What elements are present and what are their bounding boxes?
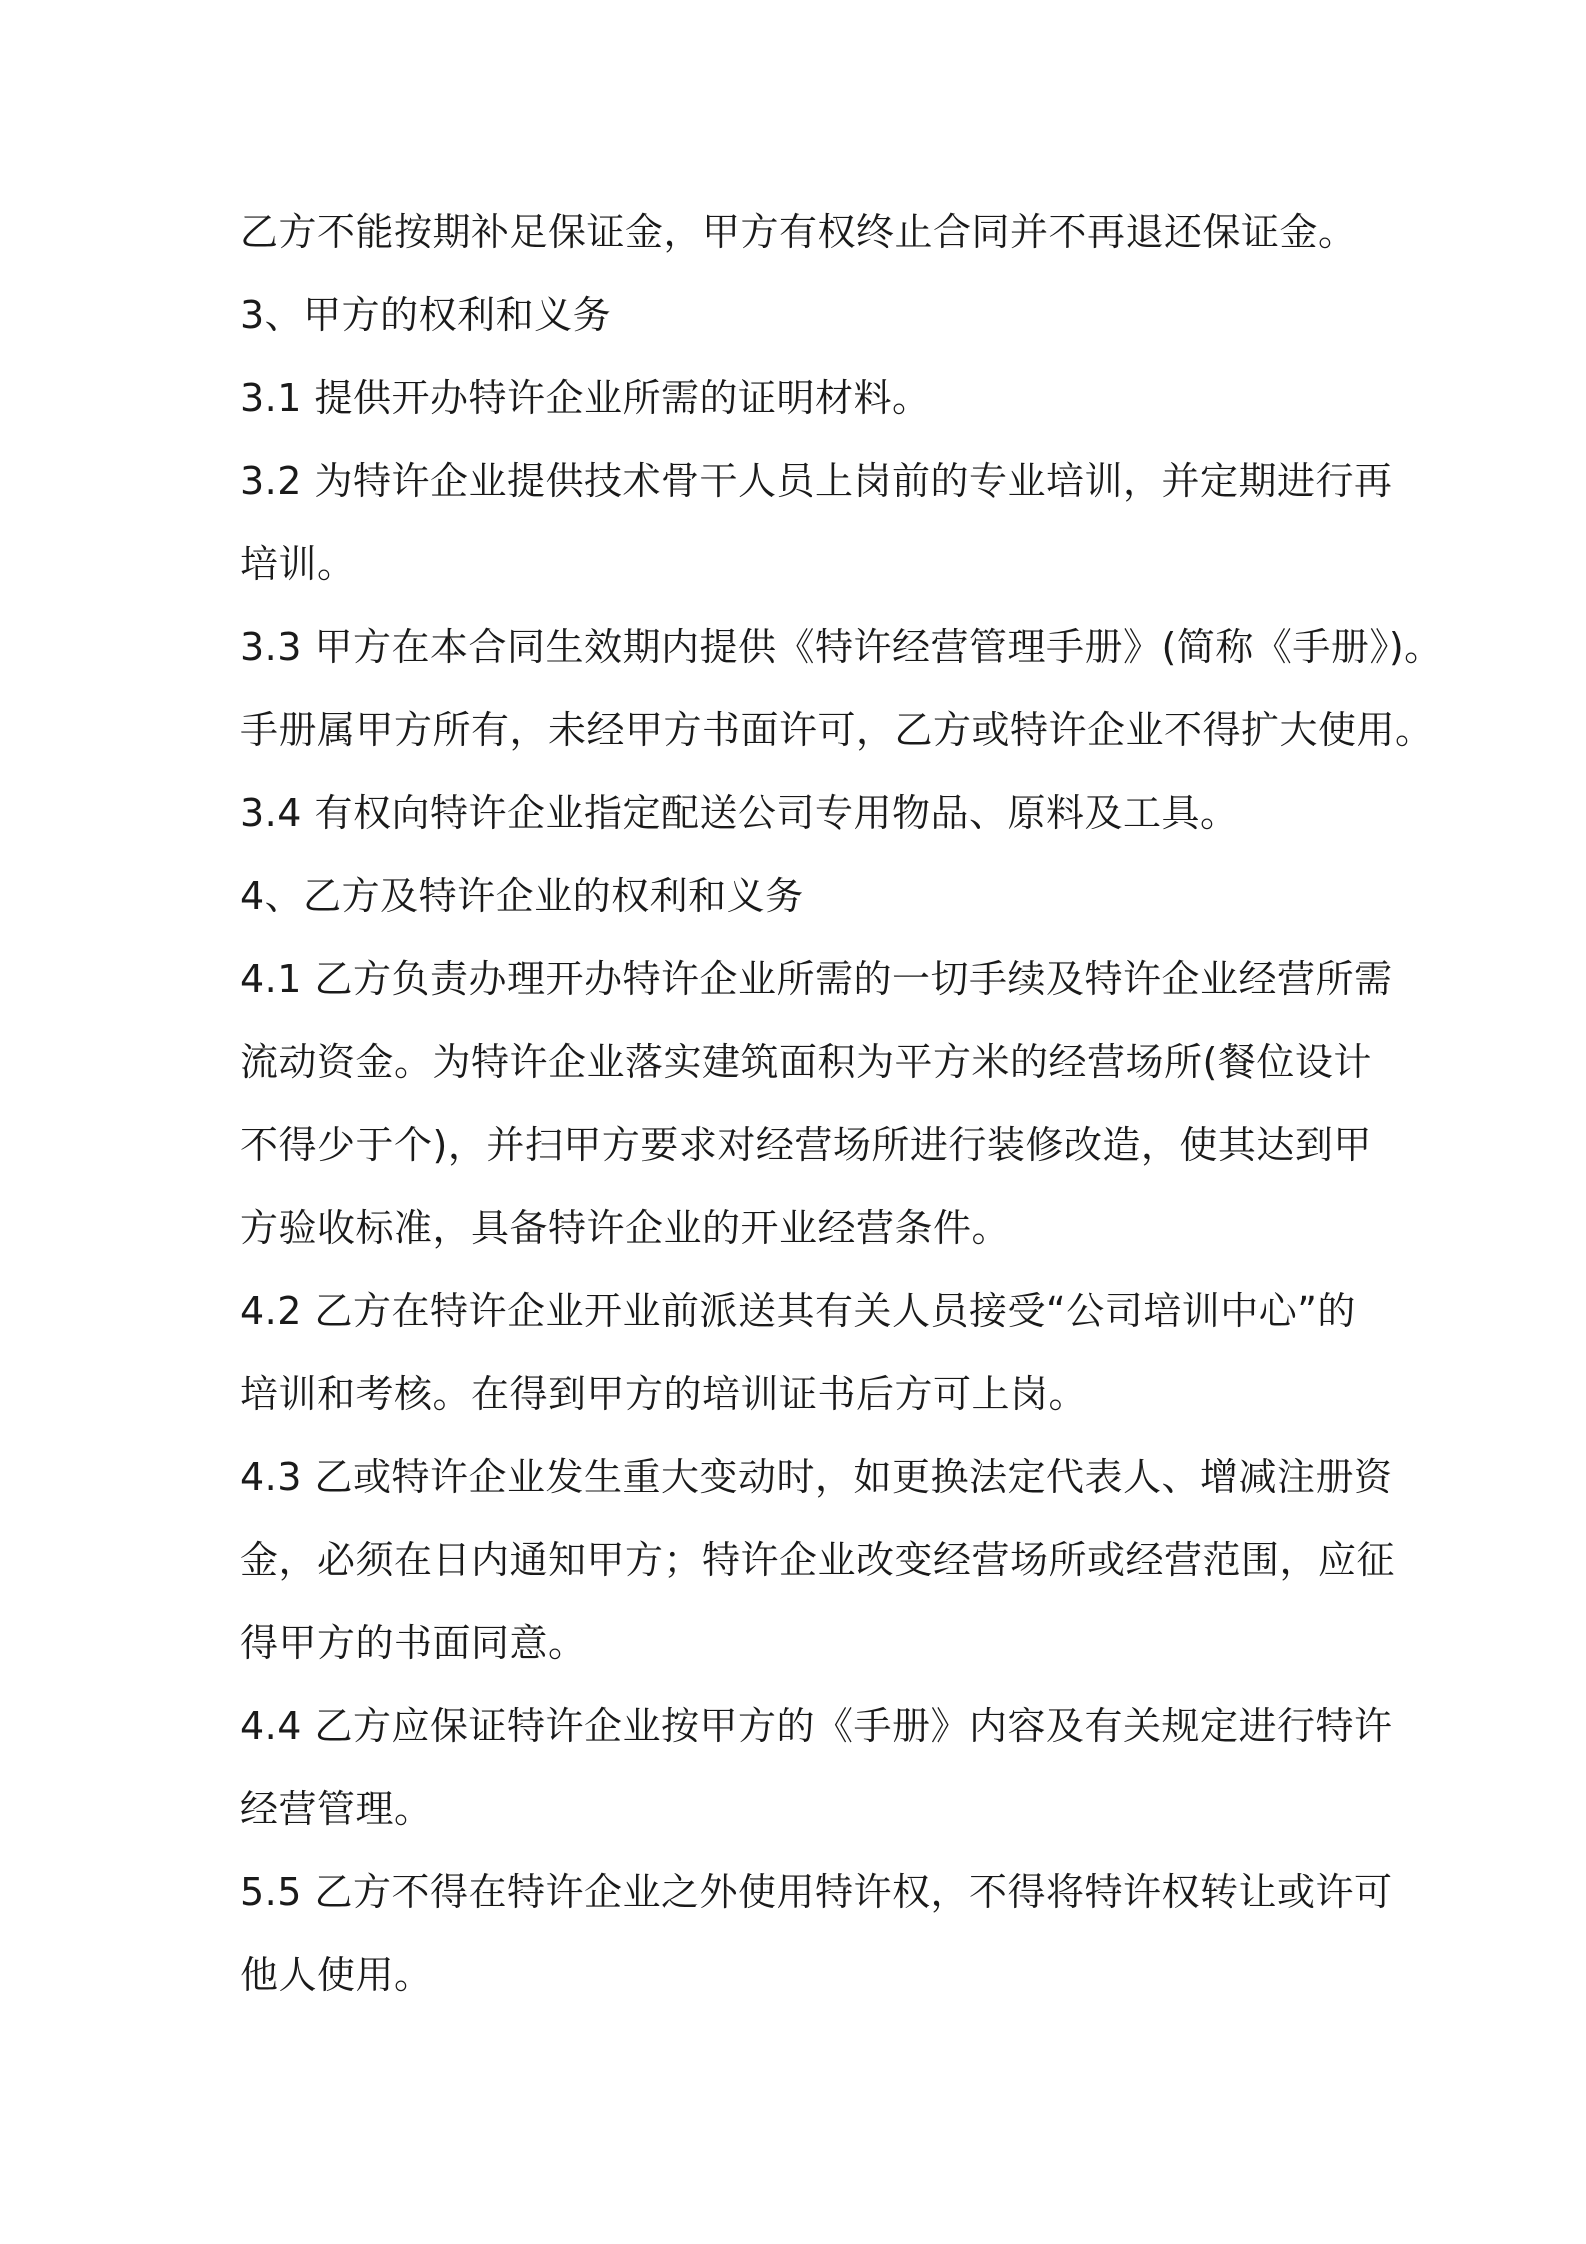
section-heading: 4、乙方及特许企业的权利和义务	[240, 874, 804, 918]
section-heading: 3、甲方的权利和义务	[240, 293, 612, 337]
text-line: 培训。	[240, 542, 356, 586]
text-line: 3.3 甲方在本合同生效期内提供《特许经营管理手册》(简称《手册》)。	[240, 625, 1443, 669]
text-line: 3.4 有权向特许企业指定配送公司专用物品、原料及工具。	[240, 791, 1239, 835]
text-line: 3.2 为特许企业提供技术骨干人员上岗前的专业培训，并定期进行再	[240, 459, 1393, 503]
text-line: 方验收标准，具备特许企业的开业经营条件。	[240, 1206, 1011, 1250]
text-line: 4.3 乙或特许企业发生重大变动时，如更换法定代表人、增减注册资	[240, 1455, 1393, 1499]
text-line: 4.4 乙方应保证特许企业按甲方的《手册》内容及有关规定进行特许	[240, 1704, 1393, 1748]
text-line: 4.2 乙方在特许企业开业前派送其有关人员接受“公司培训中心”的	[240, 1289, 1356, 1333]
text-line: 他人使用。	[240, 1953, 433, 1997]
text-line: 5.5 乙方不得在特许企业之外使用特许权，不得将特许权转让或许可	[240, 1870, 1393, 1914]
text-line: 金，必须在日内通知甲方；特许企业改变经营场所或经营范围，应征	[240, 1538, 1396, 1582]
text-line: 经营管理。	[240, 1787, 433, 1831]
text-line: 3.1 提供开办特许企业所需的证明材料。	[240, 376, 931, 420]
document-body	[240, 191, 1443, 2017]
text-line: 流动资金。为特许企业落实建筑面积为平方米的经营场所(餐位设计	[240, 1040, 1372, 1084]
text-line: 不得少于个)，并扫甲方要求对经营场所进行装修改造，使其达到甲	[240, 1123, 1372, 1167]
text-line: 4.1 乙方负责办理开办特许企业所需的一切手续及特许企业经营所需	[240, 957, 1393, 1001]
text-line: 手册属甲方所有，未经甲方书面许可，乙方或特许企业不得扩大使用。	[240, 708, 1434, 752]
text-line: 得甲方的书面同意。	[240, 1621, 587, 1665]
text-line: 乙方不能按期补足保证金，甲方有权终止合同并不再退还保证金。	[240, 210, 1357, 254]
text-line: 培训和考核。在得到甲方的培训证书后方可上岗。	[240, 1372, 1088, 1416]
